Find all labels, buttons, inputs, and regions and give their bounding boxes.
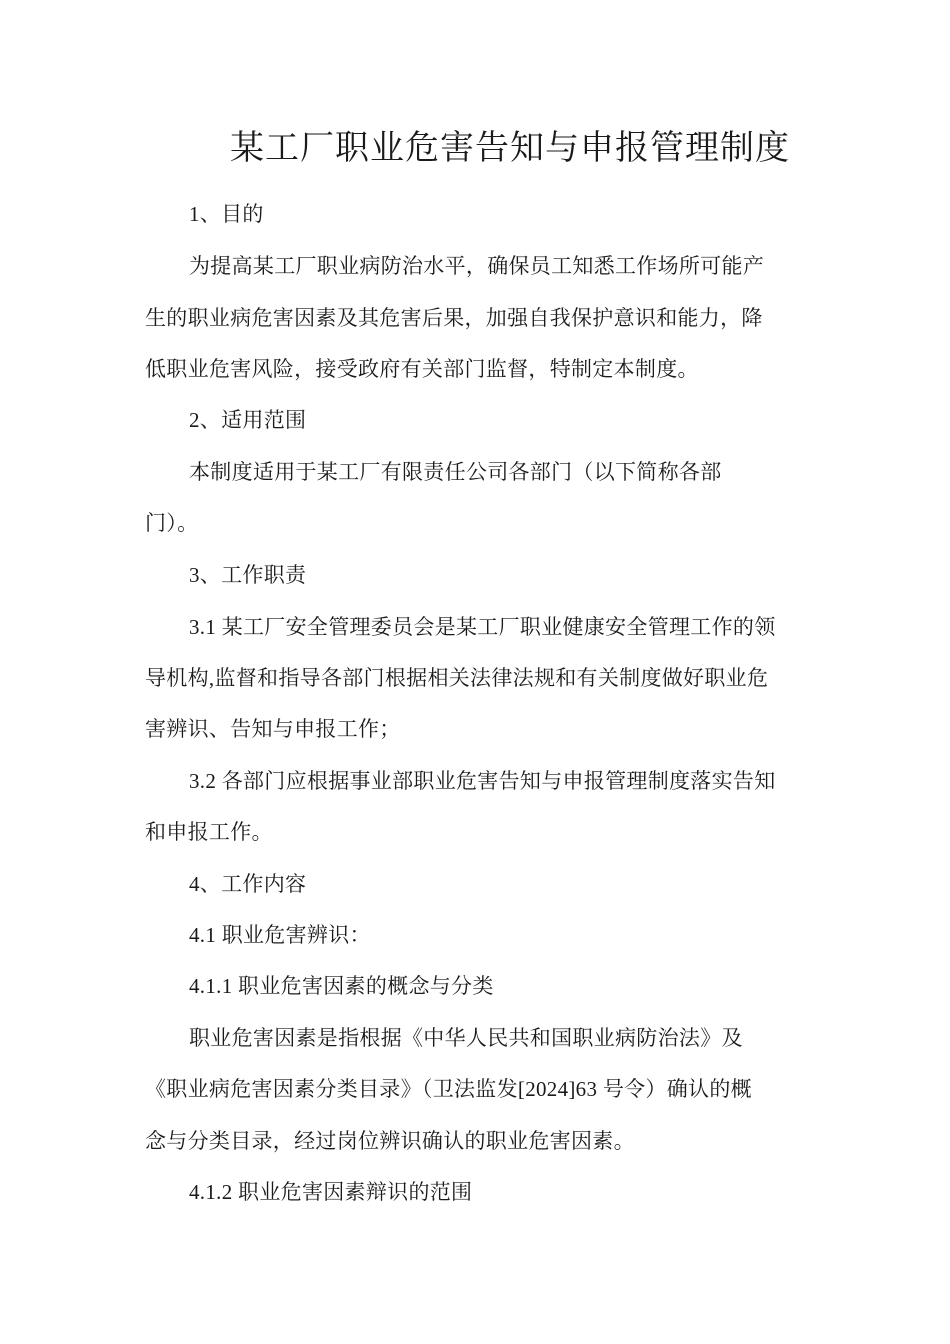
paragraph-line: 生的职业病危害因素及其危害后果，加强自我保护意识和能力，降 [145,306,763,330]
paragraph-line: 职业危害因素是指根据《中华人民共和国职业病防治法》及 [189,1026,743,1050]
paragraph-line: 和申报工作。 [145,820,273,844]
paragraph-line: 3.1 某工厂安全管理委员会是某工厂职业健康安全管理工作的领 [189,615,776,639]
paragraph-line: 门）。 [145,511,199,535]
paragraph-line: 3.2 各部门应根据事业部职业危害告知与申报管理制度落实告知 [189,769,776,793]
paragraph-line: 为提高某工厂职业病防治水平，确保员工知悉工作场所可能产 [189,254,765,278]
paragraph-line: 低职业危害风险，接受政府有关部门监督，特制定本制度。 [145,357,699,381]
paragraph-line: 害辨识、告知与申报工作； [145,717,401,741]
paragraph-line: 本制度适用于某工厂有限责任公司各部门（以下简称各部 [189,460,722,484]
paragraph-line: 念与分类目录，经过岗位辨识确认的职业危害因素。 [145,1129,635,1153]
paragraph-line: 导机构,监督和指导各部门根据相关法律法规和有关制度做好职业危 [145,666,769,690]
subsection-heading: 4.1.2 职业危害因素辩识的范围 [189,1180,473,1204]
section-heading-duties: 3、工作职责 [189,563,307,587]
section-heading-content: 4、工作内容 [189,872,307,896]
section-heading-scope: 2、适用范围 [189,408,307,432]
subsection-heading: 4.1.1 职业危害因素的概念与分类 [189,974,494,998]
paragraph-line: 《职业病危害因素分类目录》（卫法监发[2024]63 号令）确认的概 [145,1077,752,1101]
subsection-heading: 4.1 职业危害辨识： [189,923,371,947]
section-heading-purpose: 1、目的 [189,202,264,226]
document-title: 某工厂职业危害告知与申报管理制度 [230,130,790,167]
